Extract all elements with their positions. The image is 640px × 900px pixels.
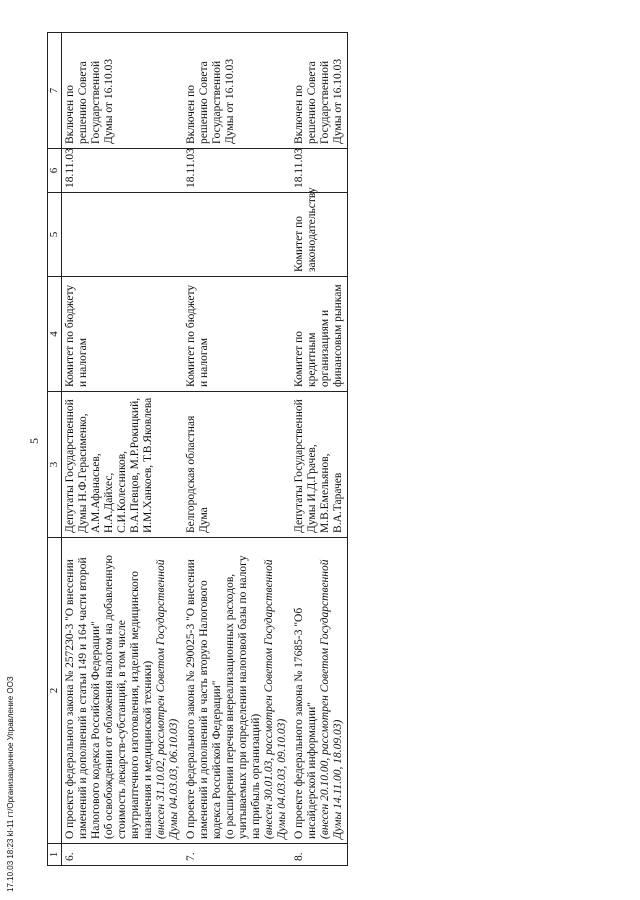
co-committee: Комитет по законодательству [291,193,348,277]
bill-subject: (о расширении перечня внереализационных расходов, учитываемых при определении налоговой базы по налогу на прибыль организаций) [224,555,262,839]
bill-subject: (об освобождении от обложения налогом на добавленную стоимость лекарств-субстанций, в том числе внутриаптечного изготовления, изделий медицинского назначения и медицинской техники) [103,555,154,839]
column-number: 3 [48,392,62,538]
table-row [183,33,291,866]
column-number-row [48,33,62,866]
co-committee [183,193,291,277]
bill-authors: Белгородская областная Дума [183,392,291,538]
bill-title: О проекте федерального закона № 257230-3 "О внесении изменений и дополнений в статьи 149 и 164 части второй Налогового кодекса Российской Федерации" [64,557,102,839]
review-date: 18.11.03 [183,149,291,193]
column-number: 6 [48,149,62,193]
rotated-page [47,33,617,866]
column-number: 1 [48,844,62,866]
column-number: 5 [48,193,62,277]
inclusion-note: Включен по решению Совета Государственной Думы от 16.10.03 [183,33,291,149]
responsible-committee: Комитет по бюджету и налогам [62,277,184,392]
page-number: 5 [27,438,41,444]
bill-submitted: (внесен 30.01.03, рассмотрен Советом Государственной Думы 04.03.03, 09.10.03) [263,559,288,839]
row-number: 8. [291,844,348,866]
bill-description [183,538,291,844]
bill-submitted: (внесен 31.10.02, рассмотрен Советом Государственной Думы 04.03.03, 06.10.03) [155,559,180,839]
row-number: 7. [183,844,291,866]
column-number: 4 [48,277,62,392]
table-row [62,33,184,866]
column-number: 7 [48,33,62,149]
responsible-committee: Комитет по бюджету и налогам [183,277,291,392]
table-row [291,33,348,866]
bill-authors: Депутаты Государственной Думы Н.Ф.Герасименко, А.М.Афанасьев, Н.А.Дайхес, С.И.Колесников, В.А.Певцов, М.Р.Рокицкий, И.М.Ханкоев, Т.В.Яковлева [62,392,184,538]
bill-description [291,538,348,844]
agenda-table [47,32,348,866]
bill-title: О проекте федерального закона № 17685-3 "Об инсайдерской информации" [293,607,318,839]
bill-title: О проекте федерального закона № 290025-3 "О внесении изменений и дополнений в часть вторую Налогового кодекса Российской Федерации" [185,559,223,839]
fax-stamp: 17.10.03 18:23 kl-11 гт/Организационное Управление ООЗ [6,676,15,892]
review-date: 18.11.03 [291,149,348,193]
review-date: 18.11.03 [62,149,184,193]
inclusion-note: Включен по решению Совета Государственной Думы от 16.10.03 [291,33,348,149]
inclusion-note: Включен по решению Совета Государственной Думы от 16.10.03 [62,33,184,149]
co-committee [62,193,184,277]
row-number: 6. [62,844,184,866]
bill-submitted: (внесен 20.10.00, рассмотрен Советом Государственной Думы 14.11.00, 18.09.03) [319,559,344,839]
column-number: 2 [48,538,62,844]
bill-description [62,538,184,844]
responsible-committee: Комитет по кредитным организациям и финансовым рынкам [291,277,348,392]
bill-authors: Депутаты Государственной Думы И.Д.Грачев, М.В.Емельянов, В.А.Тарачев [291,392,348,538]
